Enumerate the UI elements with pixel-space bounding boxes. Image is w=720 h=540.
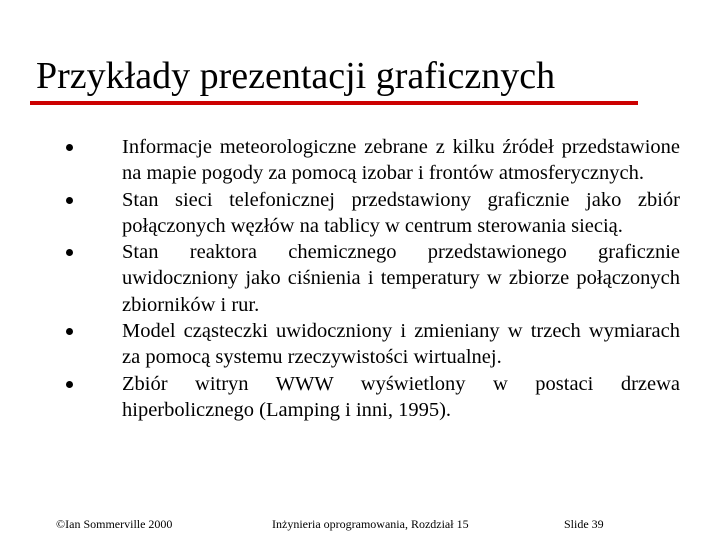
bullet-list (0, 134, 720, 423)
title-underline (30, 101, 638, 105)
bullet-dot-icon (66, 328, 73, 335)
bullet-text: Stan sieci telefonicznej przedstawiony graficznie jako zbiór połączonych węzłów na tablicy w centrum sterowania siecią. (122, 188, 680, 237)
slide-title: Przykłady prezentacji graficznych (36, 55, 556, 97)
bullet-text: Informacje meteorologiczne zebrane z kilku źródeł przedstawione na mapie pogody za pomocą izobar i frontów atmosferycznych. (122, 136, 680, 185)
bullet-dot-icon (66, 197, 73, 204)
bullet-text: Stan reaktora chemicznego przedstawionego graficznie uwidoczniony jako ciśnienia i temperatury w zbiorze połączonych zbiorników i rur. (122, 241, 680, 316)
bullet-dot-icon (66, 249, 73, 256)
bullet-item (0, 239, 720, 318)
bullet-text: Zbiór witryn WWW wyświetlony w postaci drzewa hiperbolicznego (Lamping i inni, 1995). (122, 372, 680, 421)
footer-slide-number: Slide 39 (564, 517, 604, 531)
bullet-item (0, 134, 720, 187)
bullet-item (0, 187, 720, 240)
bullet-item (0, 318, 720, 371)
footer-copyright: ©Ian Sommerville 2000 (56, 517, 173, 531)
footer-course-title: Inżynieria oprogramowania, Rozdział 15 (272, 517, 469, 531)
bullet-item (0, 371, 720, 424)
bullet-dot-icon (66, 381, 73, 388)
bullet-text: Model cząsteczki uwidoczniony i zmieniany w trzech wymiarach za pomocą systemu rzeczywistości wirtualnej. (122, 320, 680, 369)
bullet-dot-icon (66, 144, 73, 151)
